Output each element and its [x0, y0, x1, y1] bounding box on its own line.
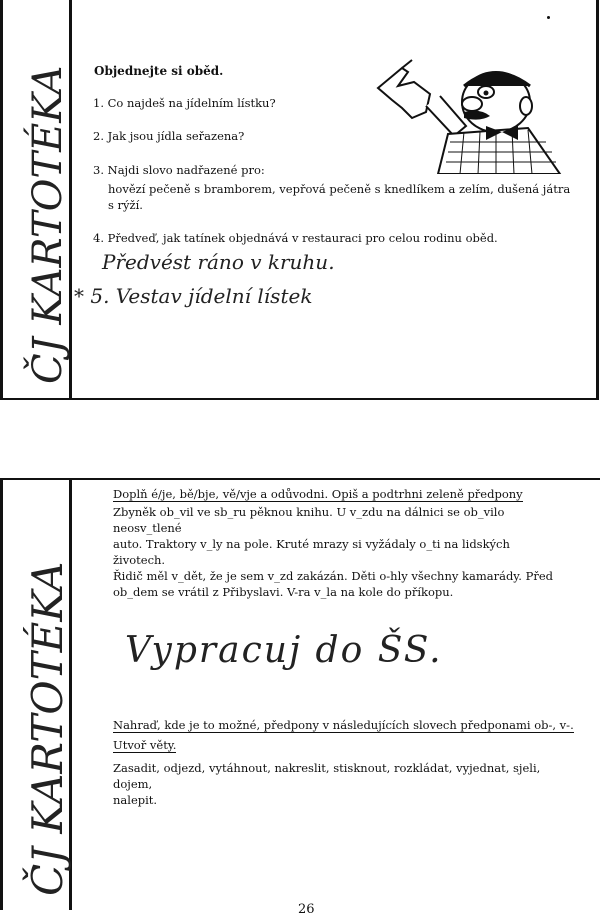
card-1: [0, 0, 599, 400]
card-2: [0, 478, 600, 910]
task-2-line: nalepit.: [113, 793, 158, 807]
task-1-line: auto. Traktory v_ly na pole. Kruté mrazy si vyžádaly o_ti na lidských životech.: [113, 537, 510, 567]
waiter-illustration: [368, 56, 564, 174]
handwritten-note-2: * 5. Vestav jídelní lístek: [74, 284, 313, 308]
question-4: 4. Předveď, jak tatínek objednává v restauraci pro celou rodinu oběd.: [93, 231, 498, 245]
task-2-title: Nahraď, kde je to možné, předpony v následujících slovech předponami ob-, v-.: [113, 718, 574, 732]
task-1-text: [113, 504, 553, 600]
card-1-sidebar: [0, 0, 72, 398]
task-1-line: ob_dem se vrátil z Přibyslavi. V-ra v_la na kole do příkopu.: [113, 585, 454, 599]
task-1-title: Doplň é/je, bě/bje, vě/vje a odůvodni. Opiš a podtrhni zeleně předpony: [113, 487, 523, 501]
question-3-line-3: s rýží.: [108, 198, 143, 212]
card-2-side-label: ČJ KARTOTÉKA: [23, 561, 72, 896]
card-1-title: Objednejte si oběd.: [94, 64, 224, 78]
handwritten-instruction: Vypracuj do ŠS.: [125, 630, 443, 671]
card-1-side-label: ČJ KARTOTÉKA: [25, 65, 71, 384]
task-2-subtitle: Utvoř věty.: [113, 738, 177, 752]
page-number: 26: [298, 902, 315, 917]
card-2-sidebar: [0, 480, 72, 910]
question-3-line-2: hovězí pečeně s bramborem, vepřová pečeně s knedlíkem a zelím, dušená játra: [108, 182, 571, 196]
task-2-line: Zasadit, odjezd, vytáhnout, nakreslit, stisknout, rozkládat, vyjednat, sjeli, dojem,: [113, 761, 541, 791]
question-2: 2. Jak jsou jídla seřazena?: [93, 129, 245, 143]
question-3: 3. Najdi slovo nadřazené pro:: [93, 163, 265, 177]
question-1: 1. Co najdeš na jídelním lístku?: [93, 96, 276, 110]
task-1-line: Zbyněk ob_vil ve sb_ru pěknou knihu. U v_zdu na dálnici se ob_vilo neosv_tlené: [113, 505, 505, 535]
speck: [547, 16, 550, 19]
task-1-line: Řidič měl v_dět, že je sem v_zd zakázán. Děti o-hly všechny kamarády. Před: [113, 569, 553, 583]
handwritten-note-1: Předvést ráno v kruhu.: [102, 250, 335, 274]
task-2-text: [113, 760, 553, 808]
